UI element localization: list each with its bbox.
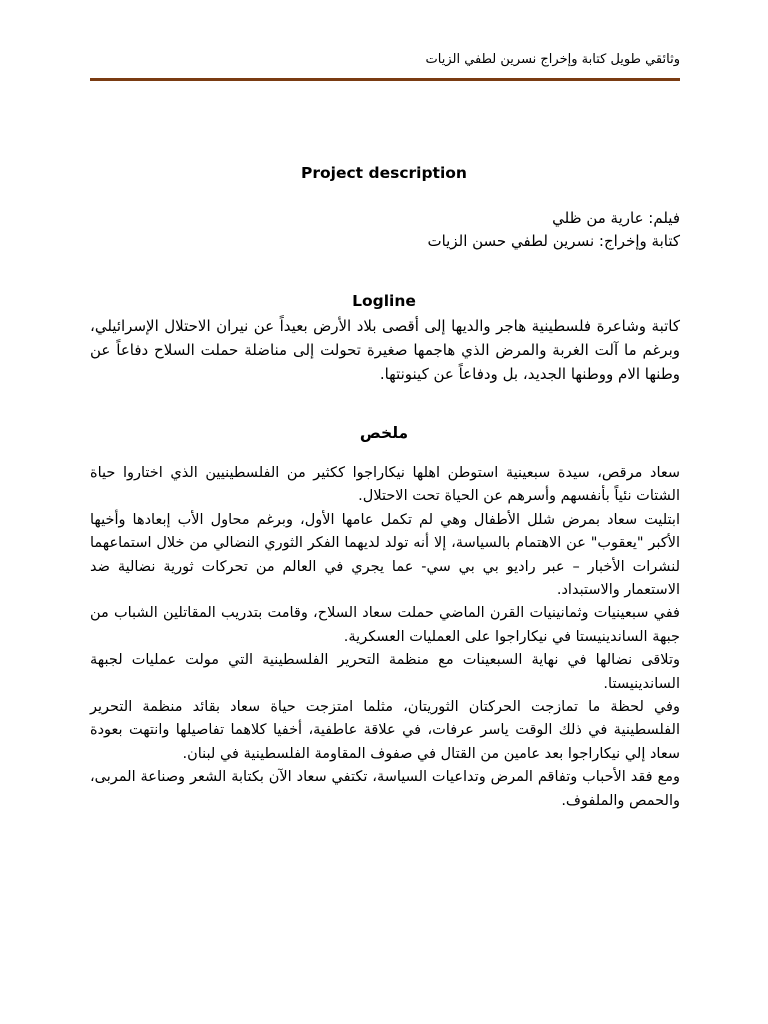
summary-paragraph: ومع فقد الأحباب وتفاقم المرض وتداعيات السياسة، تكتفي سعاد الآن بكتابة الشعر وصناعة المربى، والحمص والملفوف. [90,769,680,809]
summary-paragraph: ابتليت سعاد بمرض شلل الأطفال وهي لم تكمل عامها الأول، وبرغم محاول الأب إبعادها وأخيها الأكبر "يعقوب" عن الاهتمام بالسياسة، إلا أنه تولد لديهما الفكر الثوري النضالي من خلال استماعهما لنشرات الأخبار – عبر راديو بي بي سي- عما يجري في العالم من تحركات ثورية نضالية ضد الاستعمار والاستبداد. [90,511,680,599]
film-info [90,207,680,253]
logline-text: كاتبة وشاعرة فلسطينية هاجر والديها إلى أقصى بلاد الأرض بعيداً عن نيران الاحتلال الإسرائيلي، وبرغم ما آلت الغربة والمرض الذي هاجمها صغيرة تحولت إلى مناضلة حملت السلاح دفاعاً عن وطنها الام ووطنها الجديد، بل ودفاعاً عن كينونتها. [90,317,680,383]
film-credit-line: كتابة وإخراج: نسرين لطفي حسن الزيات [427,232,680,250]
summary-body [90,462,680,813]
summary-paragraph: ففي سبعينيات وثمانينيات القرن الماضي حملت سعاد السلاح، وقامت بتدريب المقاتلين الشباب من جبهة الساندينيستا في نيكاراجوا على العمليات العسكرية. [90,605,680,645]
film-name-line: فيلم: عارية من ظلي [552,209,680,227]
summary-paragraph: وتلاقى نضالها في نهاية السبعينات مع منظمة التحرير الفلسطينية التي مولت عمليات لجبهة الساندينيستا. [90,652,680,692]
header-text: وثائقي طويل كتابة وإخراج نسرين لطفي الزيات [425,52,680,67]
summary-paragraph: سعاد مرقص، سيدة سبعينية استوطن اهلها نيكاراجوا ككثير من الفلسطينيين الذي اختاروا حياة الشتات نئياً بأنفسهم وأسرهم عن الحياة تحت الاحتلال. [90,465,680,505]
logline-heading: Logline [352,292,416,310]
summary-heading: ملخص [359,424,409,442]
page-header [90,50,680,81]
summary-paragraph: وفي لحظة ما تمازجت الحركتان الثوريتان، مثلما امتزجت حياة سعاد بقائد منظمة التحرير الفلسطينية في ذلك الوقت ياسر عرفات، في علاقة عاطفية، أخفيا كلاهما تفاصيلها وانتهت بعودة سعاد إلي نيكاراجوا بعد عامين من القتال في صفوف المقاومة الفلسطينية في لبنان. [90,699,680,762]
page-title: Project description [301,164,467,182]
